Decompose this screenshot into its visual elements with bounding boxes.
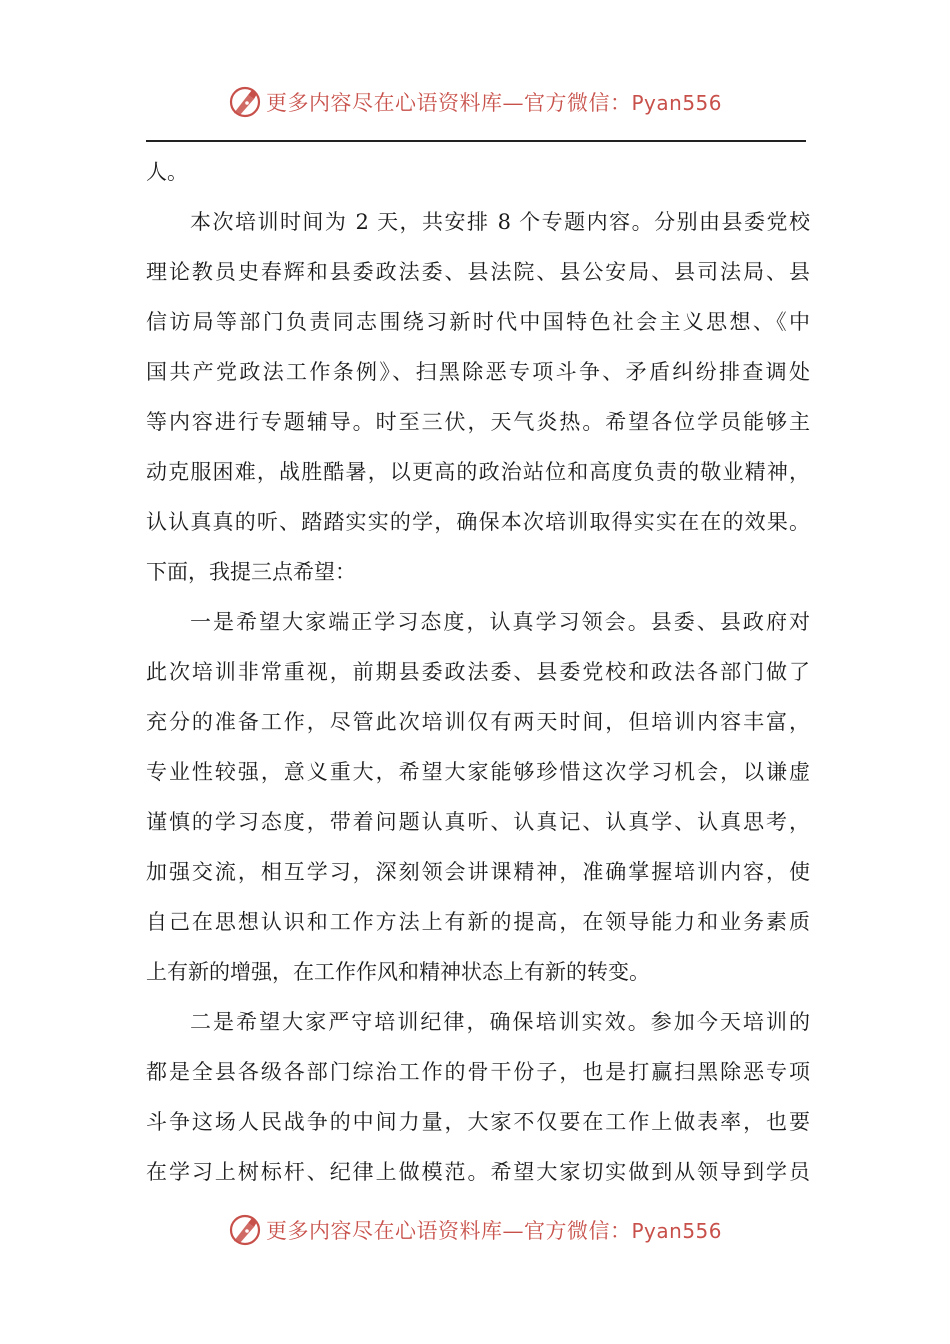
header-wechat-id: Pyan556 xyxy=(631,91,722,115)
text-line: 一是希望大家端正学习态度，认真学习领会。县委、县政府对 xyxy=(190,610,810,634)
text-line: 二是希望大家严守培训纪律，确保培训实效。参加今天培训的 xyxy=(190,1010,810,1034)
header-divider xyxy=(146,140,806,142)
text-line: 上有新的增强，在工作作风和精神状态上有新的转变。 xyxy=(146,960,650,984)
text-line: 充分的准备工作，尽管此次培训仅有两天时间，但培训内容丰富， xyxy=(146,710,810,734)
header-banner xyxy=(0,82,950,122)
pen-nib-logo-icon xyxy=(228,85,262,119)
text-line: 本次培训时间为 2 天，共安排 8 个专题内容。分别由县委党校 xyxy=(190,210,810,234)
text-line: 专业性较强，意义重大，希望大家能够珍惜这次学习机会，以谦虚 xyxy=(146,760,810,784)
text-line: 在学习上树标杆、纪律上做模范。希望大家切实做到从领导到学员 xyxy=(146,1160,810,1184)
footer-banner xyxy=(0,1210,950,1250)
text-line: 谨慎的学习态度，带着问题认真听、认真记、认真学、认真思考， xyxy=(146,810,810,834)
footer-banner-text: 更多内容尽在心语资料库—官方微信：Pyan556 xyxy=(265,1219,722,1243)
text-line: 斗争这场人民战争的中间力量，大家不仅要在工作上做表率，也要 xyxy=(146,1110,810,1134)
text-line: 下面，我提三点希望： xyxy=(146,560,356,584)
text-line: 此次培训非常重视，前期县委政法委、县委党校和政法各部门做了 xyxy=(146,660,810,684)
text-line: 理论教员史春辉和县委政法委、县法院、县公安局、县司法局、县 xyxy=(146,260,810,284)
text-line: 人。 xyxy=(146,160,188,184)
text-line: 动克服困难，战胜酷暑，以更高的政治站位和高度负责的敬业精神， xyxy=(146,460,810,484)
text-line: 等内容进行专题辅导。时至三伏，天气炎热。希望各位学员能够主 xyxy=(146,410,810,434)
text-line: 国共产党政法工作条例》、扫黑除恶专项斗争、矛盾纠纷排查调处 xyxy=(146,360,810,384)
pen-nib-logo-icon xyxy=(228,1213,262,1247)
document-body xyxy=(146,152,810,1202)
text-line: 加强交流，相互学习，深刻领会讲课精神，准确掌握培训内容，使 xyxy=(146,860,810,884)
text-line: 信访局等部门负责同志围绕习新时代中国特色社会主义思想、《中 xyxy=(146,310,810,334)
text-line: 自己在思想认识和工作方法上有新的提高，在领导能力和业务素质 xyxy=(146,910,810,934)
footer-wechat-id: Pyan556 xyxy=(631,1219,722,1243)
text-line: 认认真真的听、踏踏实实的学，确保本次培训取得实实在在的效果。 xyxy=(146,510,810,534)
header-banner-text: 更多内容尽在心语资料库—官方微信：Pyan556 xyxy=(265,91,722,115)
text-line: 都是全县各级各部门综治工作的骨干份子，也是打赢扫黑除恶专项 xyxy=(146,1060,810,1084)
